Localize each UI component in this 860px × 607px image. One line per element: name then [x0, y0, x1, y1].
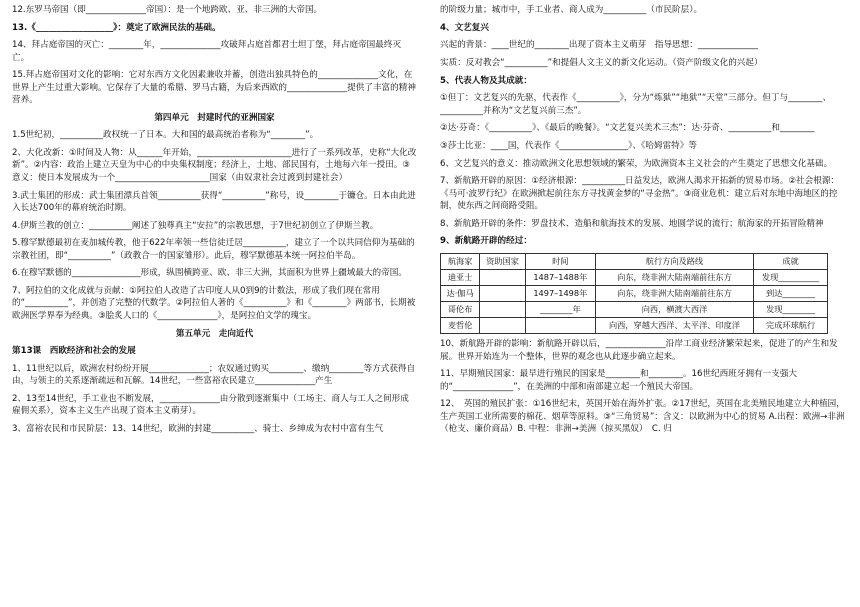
cell — [480, 302, 526, 318]
cell: 1497–1498年 — [525, 286, 595, 302]
r-route-process: 9、新航路开辟的经过： — [440, 236, 532, 247]
cell: 达·伽马 — [441, 286, 480, 302]
voyages-table — [440, 253, 828, 334]
cell: 发现________ — [754, 302, 828, 318]
unit-5-title: 第五单元 走向近代 — [175, 328, 254, 339]
r-background: 兴起的背景：____世纪的________出现了资本主义萌芽 指导思想：______________ — [440, 40, 758, 51]
r-essence: 实质：反对教会“__________”和提倡人文主义的新文化运动。（资产阶级文化的兴起） — [440, 57, 763, 68]
cell: 完成环球航行 — [754, 318, 828, 334]
th-route: 航行方向及路线 — [595, 254, 753, 270]
r-line-0: 的阶级力量；城市中，手工业者、商人成为__________（市民阶层）。 — [440, 5, 703, 15]
cell: 向东，绕非洲大陆南端前往东方 — [595, 270, 753, 286]
th-time: 时间 — [525, 254, 595, 270]
item-14: 14、拜占庭帝国的灭亡：________年，______________攻破拜占庭首都君士坦丁堡，拜占庭帝国最终灭亡。 — [12, 40, 402, 63]
table-header-row — [441, 254, 828, 270]
unit4-item-4: 4.伊斯兰教的创立：__________阐述了独尊真主“安拉”的宗教思想，于7世纪初创立了伊斯兰教。 — [12, 220, 379, 231]
cell: 向西，横渡大西洋 — [595, 302, 753, 318]
r-british-expansion: 12、 英国的殖民扩张：①16世纪末，英国开始在海外扩张。②17世纪，英国在北美殖民地建立大种植园，生产英国工业所需要的棉花、烟草等原料。③“三角贸易”：含义：以欧洲为中心的贸易 A.出程：欧洲→非洲（枪支、廉价商品）B. 中程：非洲→美洲（掠买黑奴） C. 归 — [440, 399, 845, 435]
cell: 到达________ — [754, 286, 828, 302]
th-sponsor: 资助国家 — [480, 254, 526, 270]
cell: 向西，穿越大西洋、太平洋、印度洋 — [595, 318, 753, 334]
right-column — [440, 4, 850, 441]
r-route-impact: 10、新航路开辟的影响：新航路开辟以后，______________沿岸工商业经济繁荣起来，促进了的产生和发展。世界开始连为一个整体，世界的观念也从此逐步确立起来。 — [440, 339, 838, 362]
lesson-13-title: 第13课 西欧经济和社会的发展 — [12, 346, 136, 357]
unit4-item-7: 7、阿拉伯的文化成就与贡献：①阿拉伯人改造了古印度人从0到9的计数法，形成了我们现在常用的“__________”，并创造了完整的代数学。②阿拉伯人著的《__________》和《________》两部书，长期被欧洲医学界奉为经典。③脍炙人口的《______________》，是阿拉伯文学的瑰宝。 — [12, 286, 416, 321]
item-13: 13.《__________________》：奠定了欧洲民法的基础。 — [12, 22, 221, 33]
cell: ________年 — [525, 302, 595, 318]
cell — [525, 318, 595, 334]
cell: 发现__________ — [754, 270, 828, 286]
th-achievement: 成就 — [754, 254, 828, 270]
cell — [480, 270, 526, 286]
item-15: 15.拜占庭帝国对文化的影响：它对东西方文化因素兼收并蓄，创造出独具特色的______________文化，在世界上产生过重大影响。它保存了大量的希腊、罗马古籍，为后来西欧的______________提供了丰富的精神营养。 — [12, 70, 416, 106]
r-dante: ①但丁：文艺复兴的先驱，代表作《__________》，分为“炼狱”“地狱”“天堂”三部分。但丁与________、__________并称为“文艺复兴前三杰”。 — [440, 93, 832, 116]
unit4-item-1: 1.5世纪初，__________政权统一了日本。大和国的最高统治者称为“________”。 — [12, 130, 319, 141]
r-heading-renaissance: 4、文艺复兴 — [440, 22, 489, 33]
r-route-conditions: 8、新航路开辟的条件：罗盘技术、造船和航海技术的发展、地圆学说的流行；航海家的开拓冒险精神 — [440, 218, 824, 229]
r-route-reasons: 7、新航路开辟的原因：①经济根源：__________日益发达，欧洲人渴求开拓新的贸易市场。②社会根源：《马可·波罗行纪》在欧洲掀起前往东方寻找黄金梦的“寻金热”。③商业危机：建立后对东地中海地区的控制，使东西之间商路受阻。 — [440, 176, 840, 212]
lesson13-item-2: 2、13至14世纪，手工业也不断发展，______________由分散到逐渐集中（工场主、商人与工人之间形成雇佣关系），资本主义生产出现了资本主义萌芽）。 — [12, 393, 409, 417]
cell — [480, 318, 526, 334]
table-row — [441, 286, 828, 302]
unit-4-title: 第四单元 封建时代的亚洲国家 — [154, 112, 275, 123]
th-navigator: 航海家 — [441, 254, 480, 270]
r-figures-heading: 5、代表人物及其成就： — [440, 75, 532, 86]
lesson13-item-1: 1、11世纪以后，欧洲农村纷纷开展______________；农奴通过购买________、缴纳________等方式获得自由，与领主的关系逐渐疏远和瓦解。14世纪，一些富裕农民建立______________产生 — [12, 363, 416, 387]
cell: 1487–1488年 — [525, 270, 595, 286]
item-12: 12.东罗马帝国（即______________帝国）：是一个地跨欧、亚、非三洲的大帝国。 — [12, 5, 323, 15]
r-shakespeare: ③莎士比亚：____国，代表作《________________》、《哈姆雷特》等 — [440, 140, 697, 151]
cell: 哥伦布 — [441, 302, 480, 318]
table-row — [441, 270, 828, 286]
cell: 迪亚士 — [441, 270, 480, 286]
cell — [480, 286, 526, 302]
table-row — [441, 302, 828, 318]
cell: 向东，绕非洲大陆南端前往东方 — [595, 286, 753, 302]
left-column — [12, 4, 417, 441]
table-row — [441, 318, 828, 334]
r-davinci: ②达·芬奇：《__________》、《最后的晚餐》。“文艺复兴美术三杰”：达·芬奇、__________和________ — [440, 123, 815, 134]
lesson13-item-3: 3、富裕农民和市民阶层：13、14世纪，欧洲的封建__________、骑士、乡绅成为农村中富有生气 — [12, 423, 384, 434]
cell: 麦哲伦 — [441, 318, 480, 334]
unit4-item-2: 2、大化改新：①时间及人物：从______年开始，______________________进行了一系列改革，史称“大化改新”。②内容：政治上建立天皇为中心的中央集权制度；经济上，土地、部民国有，土地每六年一授田。③意义：使日本发展成为一个______________________国家（由奴隶社会过渡到封建社会） — [12, 148, 417, 183]
r-early-colonial: 11、早期殖民国家：最早进行殖民的国家是________和________。16世纪西班牙拥有一支强大的“______________”，在美洲的中部和南部建立起一个殖民大帝国。 — [440, 369, 798, 392]
r-significance: 6、文艺复兴的意义：推动欧洲文化思想领域的繁荣，为欧洲资本主义社会的产生奠定了思想文化基础。 — [440, 158, 833, 169]
unit4-item-6: 6.在穆罕默德的________________形成，纵围横跨亚、欧、非三大洲，其面积为世界上疆域最大的帝国。 — [12, 268, 407, 279]
unit4-item-3: 3.武士集团的形成：武士集团漂兵首领__________获得“__________”称号，设________于镰仓。日本由此进入长达700年的幕府统治时期。 — [12, 190, 416, 214]
unit4-item-5: 5.穆罕默德最初在麦加城传教，他于622年率领一些信徒迁居__________，建立了一个以共同信仰为基础的宗教社团，即“__________”（政教合一的国家雏形）。此后，穆罕默德基本统一阿拉伯半岛。 — [12, 238, 415, 261]
